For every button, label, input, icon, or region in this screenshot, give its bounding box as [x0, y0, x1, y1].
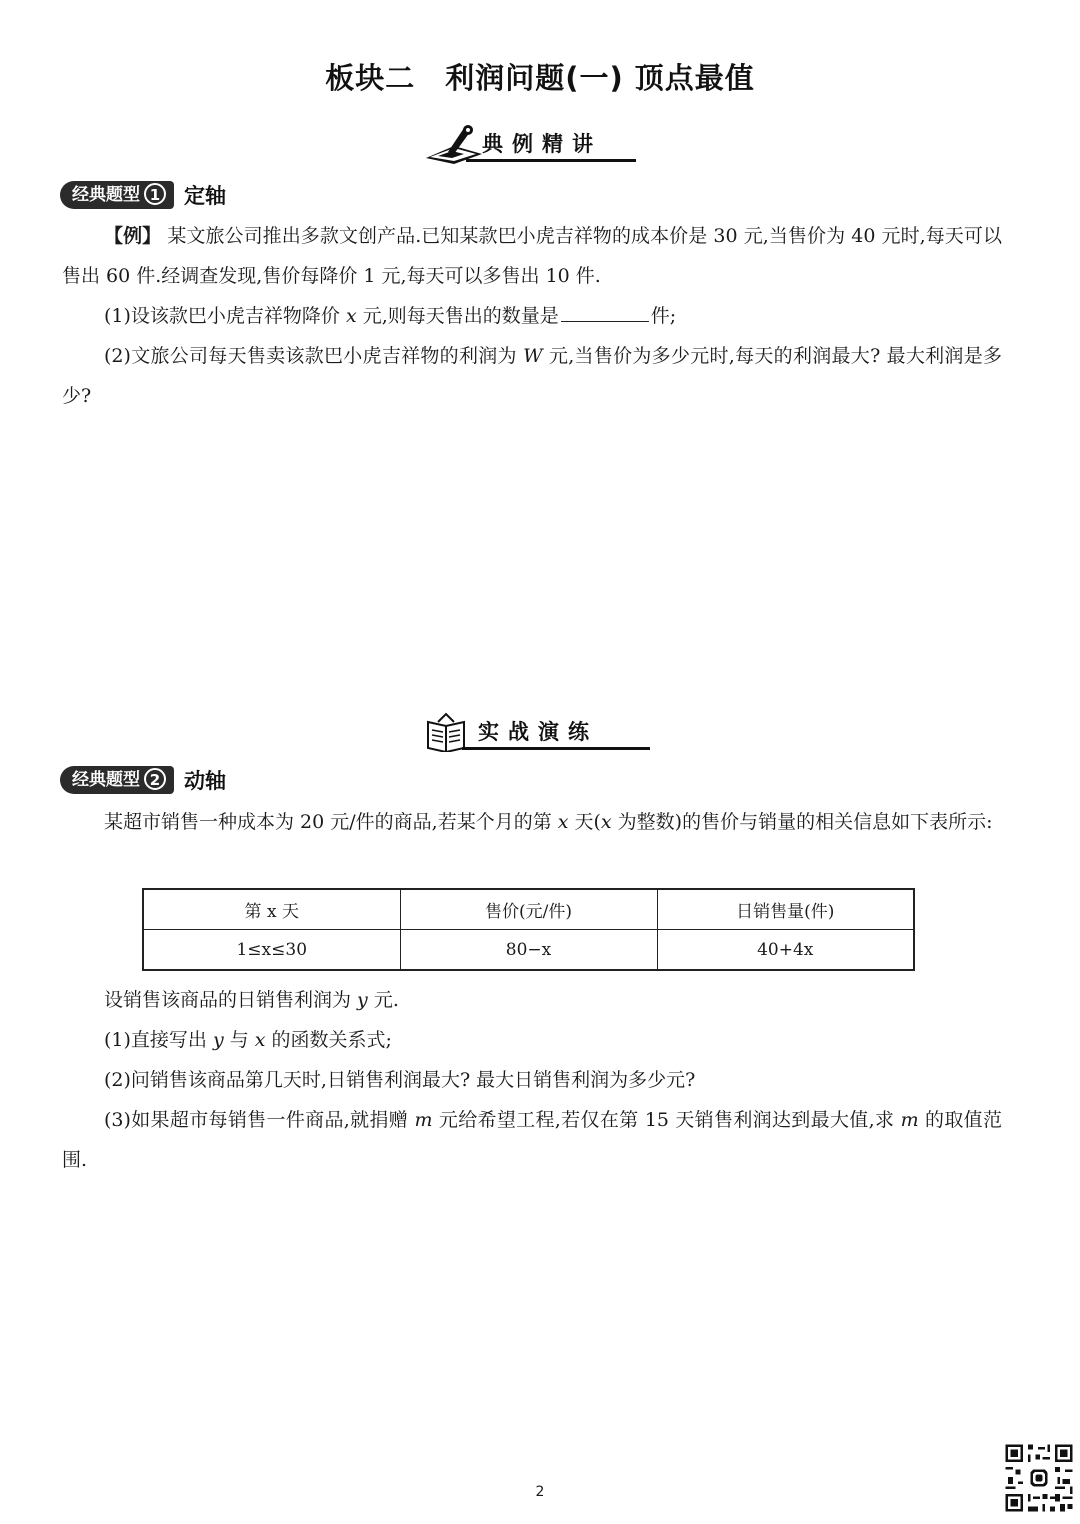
variable: W: [523, 345, 543, 367]
practice-question-3: [62, 1100, 1002, 1180]
table-header-cell: 日销售量(件): [657, 889, 914, 930]
section-underline: [466, 159, 636, 162]
variable: y: [212, 1029, 224, 1051]
sales-info-table: [142, 888, 915, 971]
practice-intro: [62, 802, 1002, 842]
text: 为整数)的售价与销量的相关信息如下表所示:: [611, 811, 993, 833]
table-header-row: [143, 889, 914, 930]
variable: x: [600, 811, 612, 833]
page-number: 2: [535, 1484, 545, 1500]
qr-code-icon: [1003, 1442, 1075, 1514]
answer-blank[interactable]: [561, 302, 649, 322]
badge-number: 2: [144, 768, 166, 790]
type-heading-2: [60, 765, 226, 795]
type-badge: [60, 766, 174, 794]
table-cell: 40+4x: [657, 930, 914, 971]
text: 某超市销售一种成本为 20 元/件的商品,若某个月的第: [104, 811, 558, 833]
text: 元.: [367, 989, 399, 1011]
text: 设销售该商品的日销售利润为: [104, 989, 358, 1011]
variable: x: [254, 1029, 266, 1051]
text: (1)设该款巴小虎吉祥物降价: [104, 305, 346, 327]
practice-question-1: [62, 1020, 1002, 1060]
practice-question-2: (2)问销售该商品第几天时,日销售利润最大? 最大日销售利润为多少元?: [104, 1069, 696, 1091]
text: (1)直接写出: [104, 1029, 213, 1051]
text: (3)如果超市每销售一件商品,就捐赠: [104, 1109, 415, 1131]
text: 元,则每天售出的数量是: [356, 305, 559, 327]
example-paragraph: [62, 216, 1002, 296]
example-question-1: [62, 296, 1002, 336]
practice-setup: [62, 980, 1002, 1020]
pointer-icon: [424, 124, 484, 164]
section-label: 典例精讲: [482, 132, 602, 156]
variable: m: [414, 1109, 433, 1131]
variable: y: [357, 989, 368, 1011]
text: 天(: [568, 811, 601, 833]
table-header-cell: 售价(元/件): [400, 889, 657, 930]
section-header-practice: [424, 712, 644, 758]
table-cell: 1≤x≤30: [143, 930, 400, 971]
badge-text: 经典题型: [72, 770, 140, 790]
type-name: 定轴: [184, 184, 226, 208]
text: 元给希望工程,若仅在第 15 天销售利润达到最大值,求: [432, 1109, 901, 1131]
section-underline: [462, 747, 650, 750]
type-heading-1: [60, 180, 226, 210]
type-badge: [60, 181, 174, 209]
example-text: 某文旅公司推出多款文创产品.已知某款巴小虎吉祥物的成本价是 30 元,当售价为 40 元时,每天可以售出 60 件.经调查发现,售价每降价 1 元,每天可以多售出 10 件.: [62, 225, 1002, 287]
text: 的取值范围.: [62, 1109, 1003, 1171]
text: 元,当售价为多少元时,每天的利润最大? 最大利润是多少?: [62, 345, 1002, 407]
section-label: 实战演练: [478, 720, 598, 744]
table-header-cell: 第 x 天: [143, 889, 400, 930]
table-row: [143, 930, 914, 971]
example-question-2: [62, 336, 1002, 416]
section-header-examples: [424, 124, 644, 170]
variable: x: [557, 811, 569, 833]
table-cell: 80−x: [400, 930, 657, 971]
variable: m: [900, 1109, 919, 1131]
text: (2)文旅公司每天售卖该款巴小虎吉祥物的利润为: [104, 345, 524, 367]
book-icon: [424, 712, 468, 752]
variable: x: [345, 305, 357, 327]
badge-text: 经典题型: [72, 185, 140, 205]
text: 的函数关系式;: [265, 1029, 392, 1051]
badge-number: 1: [144, 183, 166, 205]
page-title: 板块二 利润问题(一) 顶点最值: [325, 61, 755, 95]
text: 与: [223, 1029, 255, 1051]
example-tag: 【例】: [104, 225, 162, 247]
type-name: 动轴: [184, 769, 226, 793]
text: 件;: [650, 305, 677, 327]
